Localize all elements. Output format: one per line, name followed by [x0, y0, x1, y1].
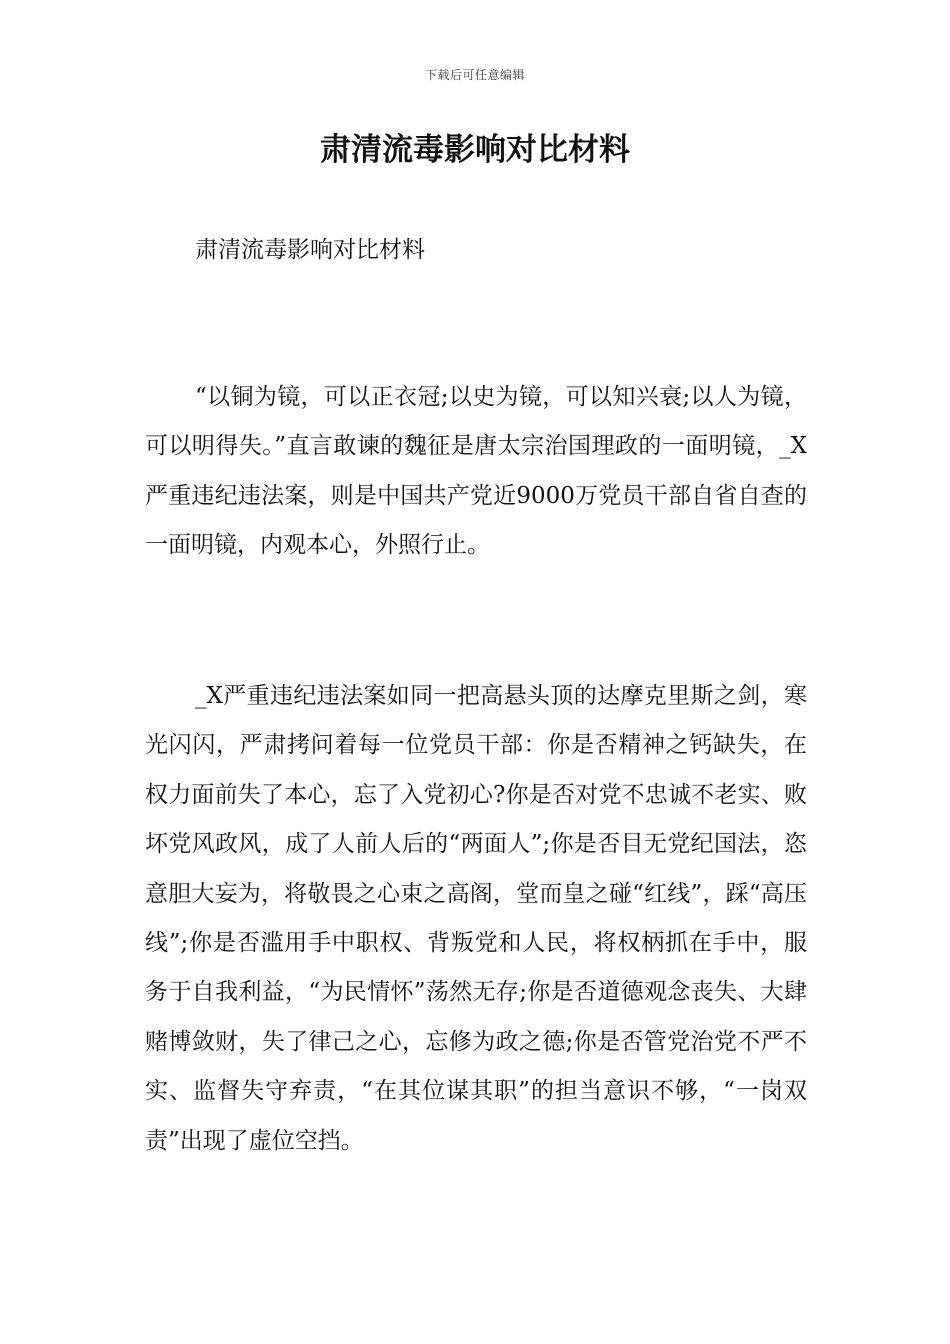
download-note: 下载后可任意编辑 — [424, 68, 525, 82]
document-title: 肃清流毒影响对比材料 — [320, 132, 630, 168]
body-paragraph-1: “以铜为镜，可以正衣冠;以史为镜，可以知兴衰;以人为镜，可以明得失。”直言敢谏的魏征是唐太宗治国理政的一面明镜，_X严重违纪违法案，则是中国共产党近9000万党员干部自省自查的一面明镜，内观本心，外照行止。 — [145, 384, 807, 559]
body-paragraph-2: _X严重违纪违法案如同一把高悬头顶的达摩克里斯之剑，寒光闪闪，严肃拷问着每一位党员干部：你是否精神之钙缺失，在权力面前失了本心，忘了入党初心?你是否对党不忠诚不老实、败坏党风政风，成了人前人后的“两面人”;你是否目无党纪国法，恣意胆大妄为，将敬畏之心束之高阁，堂而皇之碰“红线”，踩“高压线”;你是否滥用手中职权、背叛党和人民，将权柄抓在手中，服务于自我利益，“为民情怀”荡然无存;你是否道德观念丧失、大肆赌博敛财，失了律己之心，忘修为政之德;你是否管党治党不严不实、监督失守弃责，“在其位谋其职”的担当意识不够，“一岗双责”出现了虚位空挡。 — [145, 683, 807, 1154]
document-subtitle: 肃清流毒影响对比材料 — [195, 237, 425, 263]
